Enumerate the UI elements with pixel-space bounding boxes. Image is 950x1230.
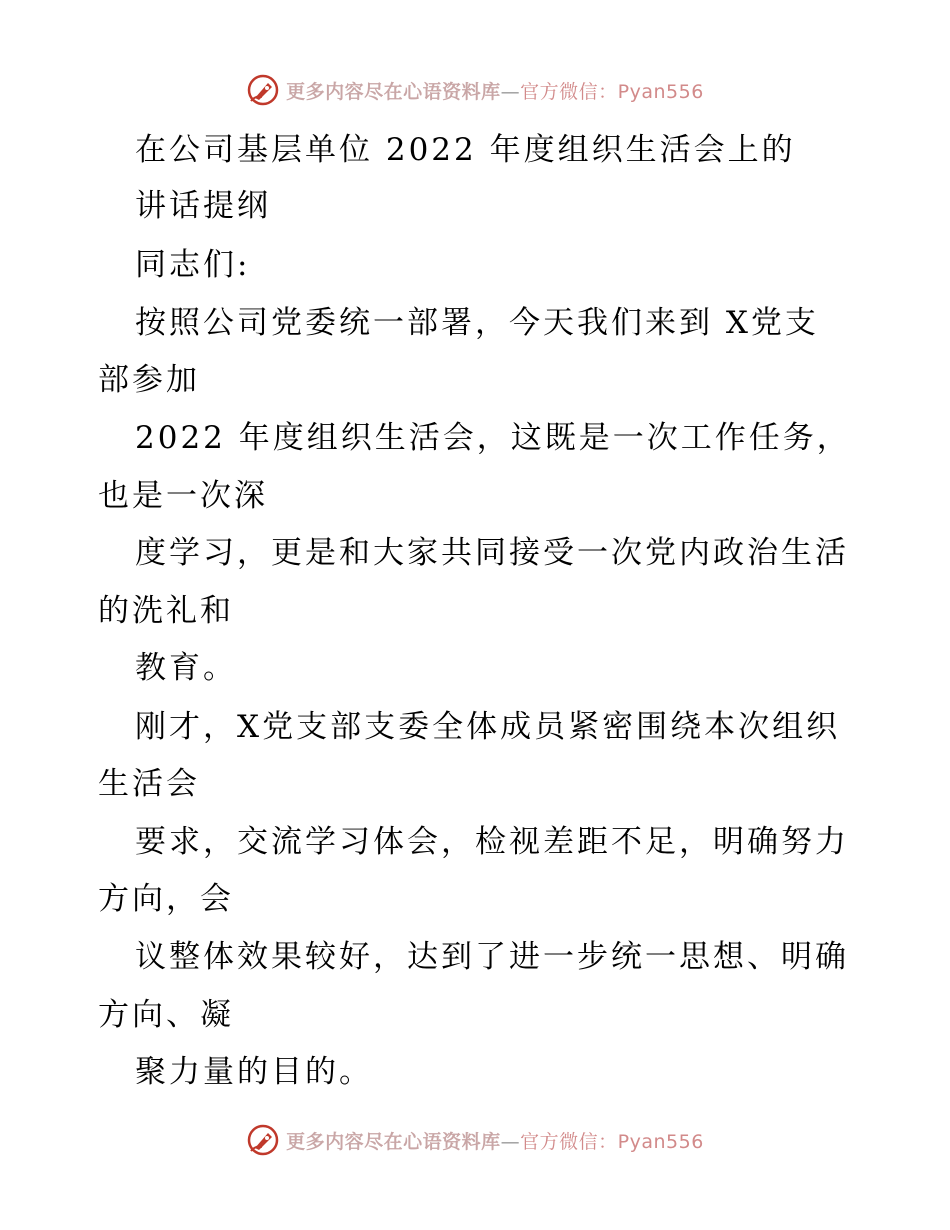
paragraph-line: 也是一次深 xyxy=(98,478,268,514)
banner-dash: — xyxy=(500,1130,521,1153)
banner-text xyxy=(286,77,704,104)
paragraph-line: 议整体效果较好，达到了进一步统一思想、明确 xyxy=(135,939,849,975)
paragraph-line: 部参加 xyxy=(98,362,200,398)
footer-banner xyxy=(0,1120,950,1160)
pen-nib-logo-icon xyxy=(246,1123,280,1157)
paragraph-line: 方向、凝 xyxy=(98,997,234,1033)
salutation: 同志们: xyxy=(135,247,251,283)
paragraph-line: 的洗礼和 xyxy=(98,593,234,629)
banner-wechat: 官方微信：Pyan556 xyxy=(520,1130,704,1153)
pen-nib-logo-icon xyxy=(246,73,280,107)
paragraph-line: 方向，会 xyxy=(98,881,234,917)
paragraph-line: 聚力量的目的。 xyxy=(135,1054,373,1090)
banner-site-name: 更多内容尽在心语资料库 xyxy=(286,80,501,103)
banner-wechat: 官方微信：Pyan556 xyxy=(520,80,704,103)
document-title-line-2: 讲话提纲 xyxy=(135,188,271,224)
paragraph-line: 生活会 xyxy=(98,766,200,802)
paragraph-line: 刚才，X党支部支委全体成员紧密围绕本次组织 xyxy=(135,709,841,745)
paragraph-line: 要求，交流学习体会，检视差距不足，明确努力 xyxy=(135,824,849,860)
paragraph-line: 度学习，更是和大家共同接受一次党内政治生活 xyxy=(135,535,849,571)
banner-site-name: 更多内容尽在心语资料库 xyxy=(286,1130,501,1153)
paragraph-line: 2022 年度组织生活会，这既是一次工作任务， xyxy=(135,420,851,456)
document-title-line-1: 在公司基层单位 2022 年度组织生活会上的 xyxy=(135,132,796,168)
banner-text xyxy=(286,1127,704,1154)
banner-dash: — xyxy=(500,80,521,103)
paragraph-line: 教育。 xyxy=(135,650,237,686)
paragraph-line: 按照公司党委统一部署，今天我们来到 X党支 xyxy=(135,305,819,341)
header-banner xyxy=(0,70,950,110)
